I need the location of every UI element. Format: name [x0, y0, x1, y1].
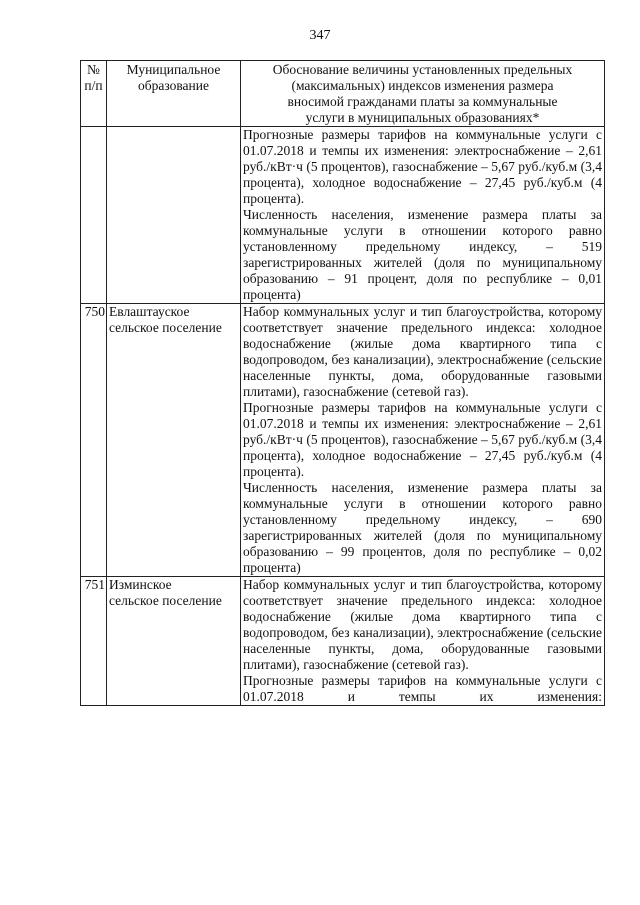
paragraph-services: Набор коммунальных услуг и тип благоустройства, которому соответствует значение предельного индекса: холодное водоснабжение (жилые дома квартирного типа с водопроводом, без канализации), электроснабжение (сельские населенные пункты, дома, оборудованные газовыми плитами), газоснабжение (сетевой газ). — [243, 304, 602, 399]
header-number: № п/п — [81, 61, 107, 127]
row-justification — [241, 304, 605, 577]
row-number: 750 — [81, 304, 107, 577]
row-justification — [241, 577, 605, 706]
paragraph-services: Набор коммунальных услуг и тип благоустройства, которому соответствует значение предельного индекса: холодное водоснабжение (жилые дома квартирного типа с водопроводом, без канализации), электроснабжение (сельские населенные пункты, дома, оборудованные газовыми плитами), газоснабжение (сетевой газ). — [243, 577, 602, 672]
row-justification — [241, 127, 605, 304]
paragraph-tariffs: Прогнозные размеры тарифов на коммунальные услуги с 01.07.2018 и темпы их изменения: электроснабжение – 2,61 руб./кВт·ч (5 процентов), газоснабжение – 5,67 руб./куб.м (3,4 процента), холодное водоснабжение – 27,45 руб./куб.м (4 процента). — [243, 127, 602, 206]
header-justification: Обоснование величины установленных предельных (максимальных) индексов изменения размера вносимой гражданами платы за коммунальные услуги в муниципальных образованиях* — [241, 61, 605, 127]
paragraph-population: Численность населения, изменение размера платы за коммунальные услуги в отношении которого равно установленному предельному индексу, – 690 зарегистрированных жителей (доля по муниципальному образованию – 99 процентов, доля по республике – 0,02 процента) — [243, 480, 602, 575]
table-header-row — [81, 61, 605, 127]
paragraph-tariffs: Прогнозные размеры тарифов на коммунальные услуги с 01.07.2018 и темпы их изменения: электроснабжение – 2,61 руб./кВт·ч (5 процентов), газоснабжение – 5,67 руб./куб.м (3,4 процента), холодное водоснабжение – 27,45 руб./куб.м (4 процента). — [243, 400, 602, 479]
tariff-index-table — [80, 60, 605, 706]
table-row — [81, 127, 605, 304]
row-municipality: Изминское сельское поселение — [107, 577, 241, 706]
header-municipality: Муниципальное образование — [107, 61, 241, 127]
row-municipality: Евлаштауское сельское поселение — [107, 304, 241, 577]
page-number: 347 — [309, 28, 331, 43]
row-number — [81, 127, 107, 304]
paragraph-tariffs: Прогнозные размеры тарифов на коммунальные услуги с 01.07.2018 и темпы их изменения: — [243, 673, 602, 704]
table-row — [81, 577, 605, 706]
row-number: 751 — [81, 577, 107, 706]
paragraph-population: Численность населения, изменение размера платы за коммунальные услуги в отношении которого равно установленному предельному индексу, – 519 зарегистрированных жителей (доля по муниципальному образованию – 91 процент, доля по республике – 0,01 процента) — [243, 207, 602, 302]
table-row — [81, 304, 605, 577]
row-municipality — [107, 127, 241, 304]
